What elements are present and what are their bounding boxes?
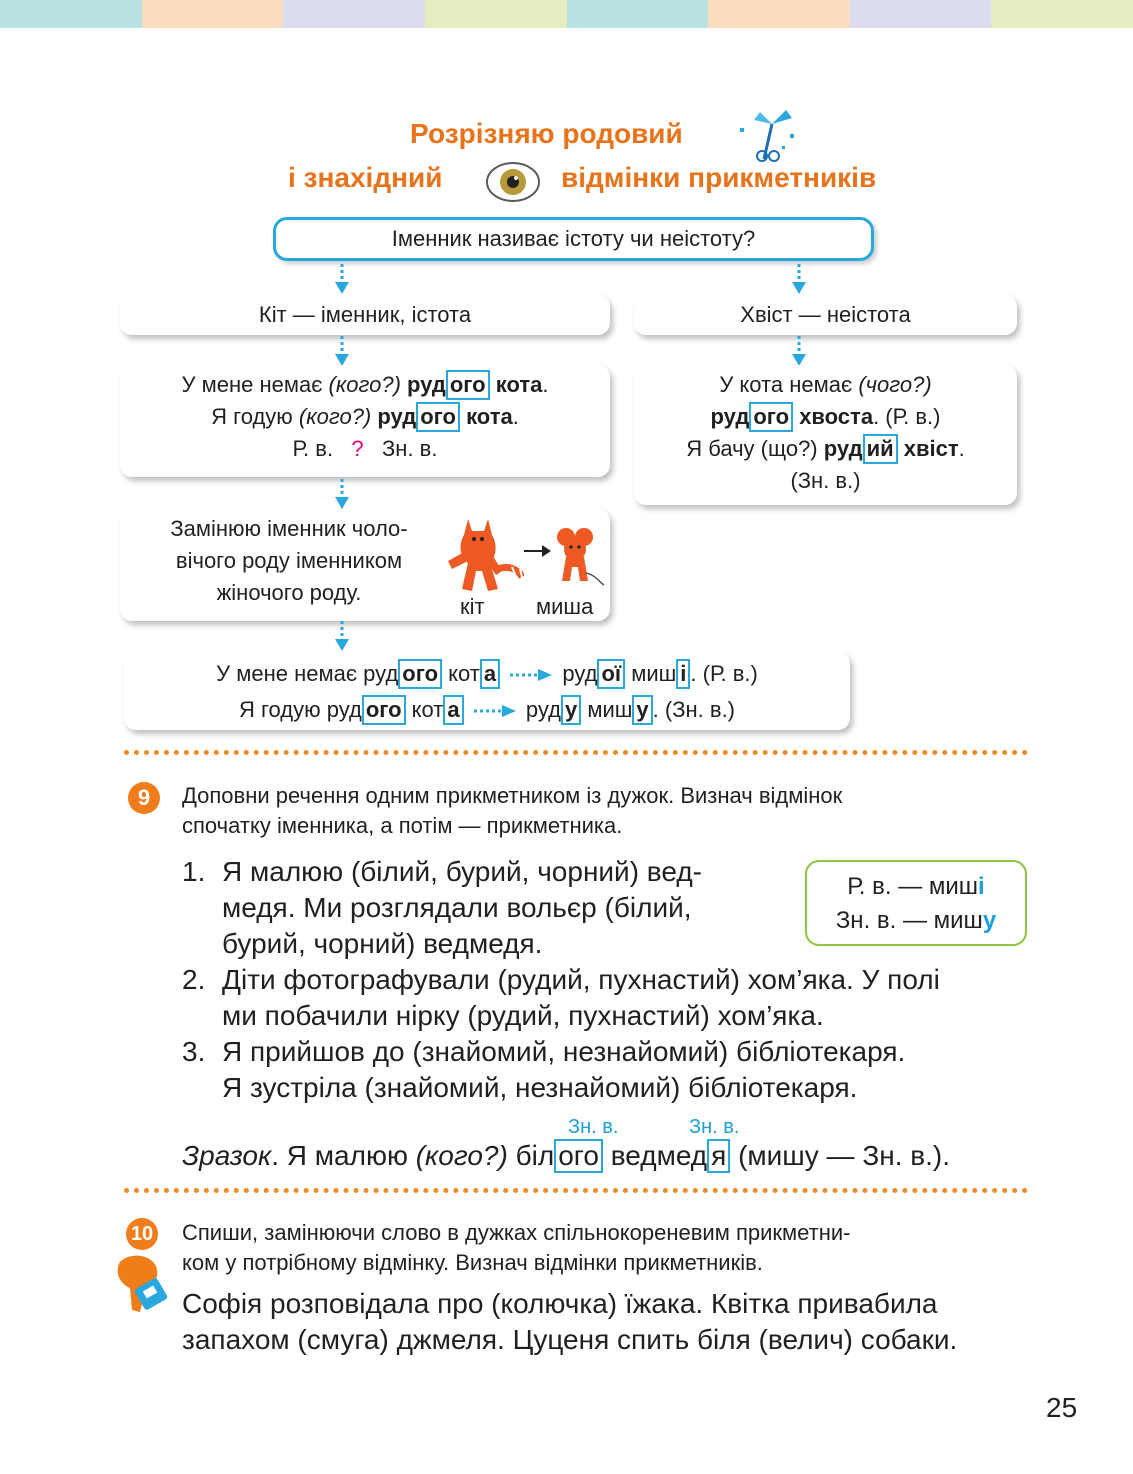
- item-line: Діти фотографували (рудий, пухнастий) хом’яка. У полі: [222, 964, 940, 995]
- text: У кота немає: [719, 372, 859, 397]
- strip-segment: [567, 0, 709, 28]
- right-head-box: [634, 295, 1017, 335]
- arrow-down-icon: [790, 334, 808, 368]
- noun: кота: [466, 404, 513, 429]
- title-line-2a: і знахідний: [288, 162, 443, 193]
- exercise-item: [182, 1034, 1042, 1106]
- item-line: медя. Ми розглядали вольєр (білий,: [222, 892, 692, 923]
- exercise-line: Софія розповідала про (колючка) їжака. Квітка привабила: [182, 1288, 938, 1319]
- arrow-down-icon: [333, 334, 351, 368]
- case-label: Зн. в.: [382, 436, 438, 461]
- item-line: Я зустріла (знайомий, незнайомий) бібліотекаря.: [222, 1072, 858, 1103]
- case-note: Зн. в.: [689, 1116, 740, 1138]
- punct: .: [542, 372, 549, 397]
- text: руд: [525, 697, 561, 722]
- mouse-icon: [550, 523, 606, 589]
- strip-segment: [850, 0, 992, 28]
- left-example-line-2: [120, 401, 610, 433]
- text: . (Р. в.): [690, 661, 758, 686]
- left-head-text: Кіт — іменник, істота: [258, 302, 472, 327]
- instruction-line: Спиши, замінюючи слово в дужках спільнокореневим прикметни-: [182, 1220, 851, 1245]
- left-example-line-1: [120, 369, 610, 401]
- cat-caption: кіт: [460, 594, 485, 619]
- page-number: 25: [1046, 1392, 1078, 1423]
- hint-text: Р. в. — миш: [847, 873, 979, 900]
- punct: .: [512, 404, 519, 429]
- ending-box: ий: [863, 434, 898, 464]
- item-line: бурий, чорний) ведмедя.: [222, 928, 543, 959]
- strip-segment: [708, 0, 850, 28]
- replace-line: вічого роду іменником: [175, 548, 403, 573]
- right-example-line-4: (Зн. в.): [790, 468, 861, 493]
- task-number-badge: 10: [126, 1218, 158, 1250]
- task-number-badge: 9: [128, 782, 160, 814]
- result-line-2: [124, 692, 850, 728]
- lesson-title: [0, 118, 1133, 208]
- task9-instruction: [182, 781, 842, 841]
- dotted-divider: [124, 1188, 1028, 1193]
- dotted-divider: [124, 750, 1028, 755]
- result-box: [124, 652, 850, 730]
- ending-box: ого: [446, 370, 490, 400]
- question-word: (кого?): [328, 372, 401, 397]
- instruction-line: ком у потрібному відмінку. Визнач відмінки прикметників.: [182, 1250, 763, 1275]
- replace-box: [120, 509, 610, 621]
- hint-ending: і: [978, 873, 985, 900]
- word-stem: руд: [823, 436, 863, 461]
- result-line-1: [124, 656, 850, 692]
- hint-box: [805, 860, 1027, 946]
- strip-segment: [991, 0, 1133, 28]
- ending-box: я: [707, 1139, 730, 1173]
- top-color-strip: [0, 0, 1133, 28]
- ending-box: у: [632, 695, 652, 725]
- text: Я годую руд: [238, 697, 362, 722]
- strip-segment: [0, 0, 142, 28]
- text: . Я малюю: [271, 1140, 416, 1171]
- replace-text: [134, 513, 444, 609]
- strip-segment: [283, 0, 425, 28]
- right-head-text: Хвіст — неістота: [740, 302, 911, 327]
- dotted-arrow-icon: [506, 667, 556, 683]
- item-number: 3.: [182, 1036, 206, 1067]
- task10-text: [182, 1286, 957, 1358]
- text: У мене немає руд: [216, 661, 399, 686]
- arrow-down-icon: [333, 477, 351, 511]
- text: біл: [507, 1140, 555, 1171]
- case-label: Р. в.: [292, 436, 334, 461]
- instruction-line: Доповни речення одним прикметником із дужок. Визнач відмінок: [182, 783, 843, 808]
- ending-box: ого: [362, 695, 406, 725]
- pencil-mascot-icon: [110, 1252, 172, 1318]
- scissors-icon: [734, 104, 800, 164]
- sample-label: Зразок: [182, 1140, 272, 1171]
- hint-line-1: [807, 870, 1025, 904]
- strip-segment: [142, 0, 284, 28]
- ending-box: ого: [554, 1139, 603, 1173]
- punct: .: [958, 436, 965, 461]
- arrow-right-icon: [522, 543, 552, 559]
- exercise-item: [182, 962, 1042, 1034]
- text: ведмед: [602, 1140, 708, 1171]
- right-example-line-1: [634, 369, 1017, 401]
- question-mark: ?: [351, 436, 364, 461]
- word-stem: руд: [377, 404, 417, 429]
- text: миш: [581, 697, 633, 722]
- ending-box: ого: [749, 402, 793, 432]
- text: кот: [442, 661, 480, 686]
- arrow-down-icon: [790, 262, 808, 296]
- ending-box: ого: [416, 402, 460, 432]
- text: . (Р. в.): [873, 404, 941, 429]
- noun: хвоста: [799, 404, 874, 429]
- noun: кота: [495, 372, 543, 397]
- ending-box: ої: [597, 659, 625, 689]
- instruction-line: спочатку іменника, а потім — прикметника.: [182, 813, 623, 838]
- cat-icon: [438, 511, 524, 595]
- task10-instruction: [182, 1218, 850, 1278]
- case-note: Зн. в.: [568, 1116, 619, 1138]
- strip-segment: [425, 0, 567, 28]
- question-word: (кого?): [415, 1140, 508, 1171]
- ending-box: а: [443, 695, 463, 725]
- question-word: (чого?): [858, 372, 932, 397]
- text: кот: [405, 697, 444, 722]
- sample-line: [182, 1138, 950, 1174]
- right-example-line-2: [634, 401, 1017, 433]
- hint-ending: у: [982, 907, 997, 934]
- ending-box: у: [561, 695, 581, 725]
- noun: хвіст: [903, 436, 959, 461]
- text: Я годую: [211, 404, 299, 429]
- left-head-box: [120, 295, 610, 335]
- text: . (Зн. в.): [652, 697, 736, 722]
- text: (мишу — Зн. в.).: [730, 1140, 951, 1171]
- item-line: ми побачили нірку (рудий, пухнастий) хом’яка.: [222, 1000, 824, 1031]
- hint-line-2: [807, 904, 1025, 938]
- arrow-down-icon: [333, 262, 351, 296]
- title-line-1: Розрізняю родовий: [410, 118, 683, 149]
- replace-line: жіночого роду.: [216, 580, 362, 605]
- title-line-2b: відмінки прикметників: [561, 162, 877, 193]
- question-box: Іменник називає істоту чи неістоту?: [273, 217, 874, 261]
- text: У мене немає: [181, 372, 329, 397]
- mouse-caption: миша: [536, 594, 594, 619]
- item-line: Я прийшов до (знайомий, незнайомий) бібліотекаря.: [222, 1036, 906, 1067]
- word-stem: руд: [710, 404, 750, 429]
- dotted-arrow-icon: [470, 703, 520, 719]
- item-line: Я малюю (білий, бурий, чорний) вед-: [222, 856, 702, 887]
- text: Я бачу (що?): [686, 436, 824, 461]
- text: миш: [625, 661, 677, 686]
- exercise-line: запахом (смуга) джмеля. Цуценя спить біля (велич) собаки.: [182, 1324, 958, 1355]
- right-example-line-3: [634, 433, 1017, 465]
- item-number: 2.: [182, 964, 206, 995]
- word-stem: руд: [407, 372, 446, 397]
- left-example-line-3: [120, 433, 610, 465]
- item-number: 1.: [182, 856, 206, 887]
- ending-box: і: [676, 659, 690, 689]
- ending-box: а: [480, 659, 500, 689]
- replace-line: Замінюю іменник чоло-: [170, 516, 408, 541]
- text: руд: [562, 661, 598, 686]
- right-example-box: [634, 365, 1017, 505]
- exercise-item: [182, 854, 802, 962]
- arrow-down-icon: [333, 619, 351, 653]
- left-example-box: [120, 365, 610, 477]
- question-word: (кого?): [298, 404, 372, 429]
- eye-icon: [484, 160, 542, 204]
- ending-box: ого: [398, 659, 442, 689]
- hint-text: Зн. в. — миш: [835, 907, 983, 934]
